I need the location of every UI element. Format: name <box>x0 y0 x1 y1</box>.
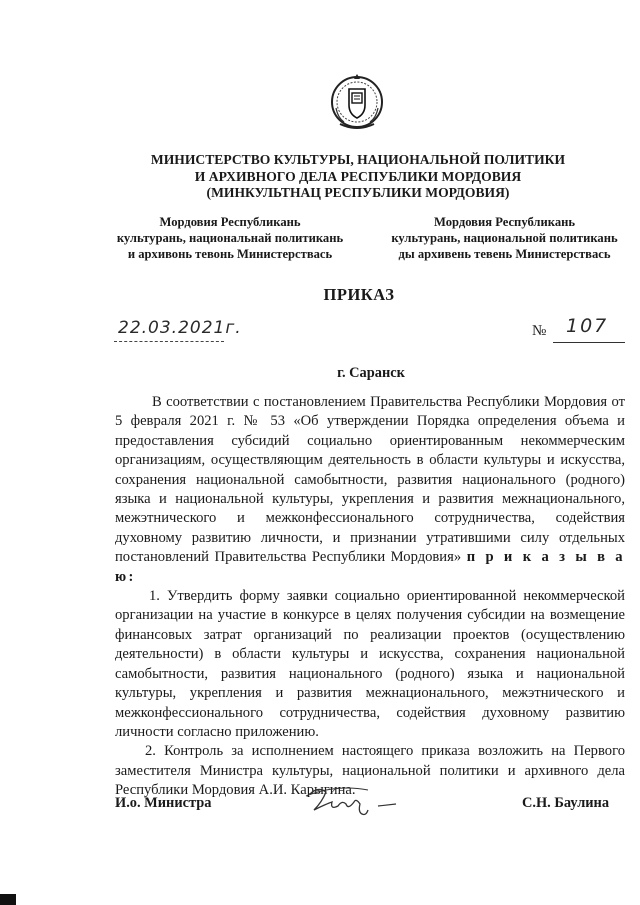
ministry-line: И АРХИВНОГО ДЕЛА РЕСПУБЛИКИ МОРДОВИЯ <box>194 168 522 184</box>
preamble-text: В соответствии с постановлением Правительства Республики Мордовия от 5 февраля 2021 г. № 53 «Об утверждении Порядка определения объема и предоставления субсидий социально ориентированным некоммерческим организациям, осуществляющим деятельность в области культуры и искусства, сохранения национальной самобытности, развития национального (родного) языка и национальной культуры, укрепления и развития межнационального, межэтнического и межконфессионального сотрудничества, содействия духовному развитию личности, и признании утратившими силу отдельных постановлений Правительства Республики Мордовия» <box>115 394 625 566</box>
erzya-line: ды архивень тевень Министерствась <box>398 247 611 261</box>
moksha-line: и архивонь тевонь Министерствась <box>127 247 333 261</box>
date-underline <box>114 341 224 342</box>
ministry-line: (МИНКУЛЬТНАЦ РЕСПУБЛИКИ МОРДОВИЯ) <box>206 185 510 200</box>
order-number-label: № <box>532 323 547 339</box>
moksha-line: культурань, национальнай политикань <box>116 231 344 245</box>
coat-of-arms-emblem <box>330 72 384 134</box>
ministry-line: МИНИСТЕРСТВО КУЛЬТУРЫ, НАЦИОНАЛЬНОЙ ПОЛИТИКИ <box>150 152 566 167</box>
preamble-paragraph <box>115 393 625 587</box>
order-date: 22.03.2021г. <box>118 318 242 338</box>
ministry-name-erzya <box>372 214 637 262</box>
number-underline <box>553 342 625 343</box>
scan-corner-mark <box>0 894 16 905</box>
city: г. Саранск <box>337 365 405 381</box>
ministry-name-moksha <box>100 214 360 262</box>
ministry-name <box>130 152 586 202</box>
order-number: 107 <box>566 315 609 337</box>
erzya-line: культурань, национальной политикань <box>391 231 618 245</box>
order-item-1: 1. Утвердить форму заявки социально ориентированной некоммерческой организации на участие в конкурсе в целях получения субсидии на возмещение финансовых затрат организаций по реализации проектов (осуществлению деятельности) в области культуры и искусства, сохранения национальной самобытности, развития национального (родного) языка и национальной культуры, укрепления и развития межнационального, межэтнического и межконфессионального сотрудничества, содействия духовному развитию личности согласно приложению. <box>115 588 625 740</box>
moksha-line: Мордовия Республикань <box>159 215 301 229</box>
document-body <box>115 393 625 801</box>
signatory-position: И.о. Министра <box>115 795 212 811</box>
order-item-2: 2. Контроль за исполнением настоящего приказа возложить на Первого заместителя Министра культуры, национальной политики и архивного дела Республики Мордовия А.И. Карыгина. <box>115 743 625 799</box>
erzya-line: Мордовия Республикань <box>433 215 576 229</box>
signatory-name: С.Н. Баулина <box>522 795 610 811</box>
handwritten-signature <box>296 780 416 824</box>
order-keyword: п р и к а з ы в а ю: <box>115 549 625 585</box>
document-title: ПРИКАЗ <box>323 285 395 304</box>
